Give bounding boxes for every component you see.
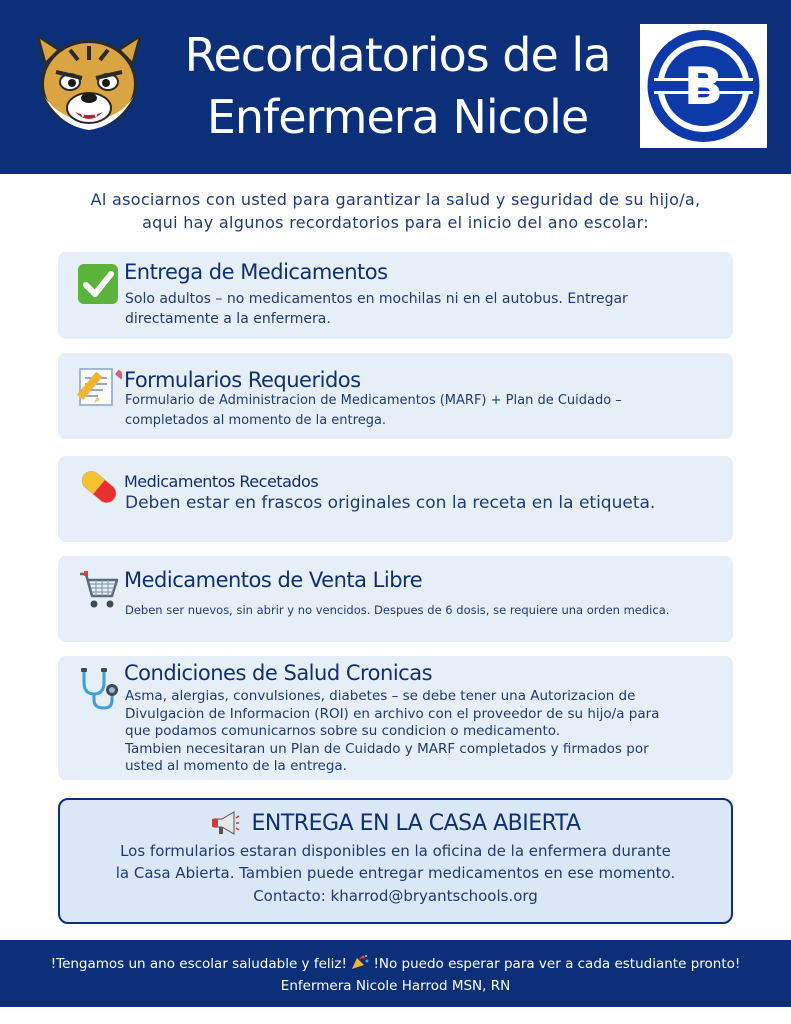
- intro-text: [40, 188, 751, 234]
- shopping-cart-icon: [76, 566, 122, 612]
- bobcat-mascot-logo: [30, 26, 148, 146]
- card-text-line: usted al momento de la entrega.: [125, 758, 347, 774]
- card-text-line: Deben estar en frascos originales con la receta en la etiqueta.: [125, 493, 656, 513]
- card-text-line: completados al momento de la entrega.: [125, 413, 387, 428]
- header-banner: [0, 0, 791, 174]
- card-text-line: Formulario de Administracion de Medicamentos (MARF) + Plan de Cuidado –: [125, 393, 622, 408]
- open-house-heading: [60, 808, 731, 840]
- card-title: Medicamentos de Venta Libre: [124, 568, 423, 592]
- footer-signature: Enfermera Nicole Harrod MSN, RN: [280, 978, 511, 994]
- open-house-title: ENTREGA EN LA CASA ABIERTA: [251, 810, 581, 836]
- bryant-b-logo-icon: [640, 24, 767, 148]
- open-house-box: [58, 798, 733, 924]
- card-text-line: directamente a la enfermera.: [125, 311, 331, 327]
- open-house-text: [70, 840, 721, 884]
- intro-line-2: aqui hay algunos recordatorios para el inicio del ano escolar:: [142, 213, 649, 232]
- title-line-1: Recordatorios de la: [184, 28, 611, 82]
- footer-message-part-2: !No puedo esperar para ver a cada estudiante pronto!: [373, 956, 741, 972]
- megaphone-icon: [210, 808, 240, 838]
- card-text: [125, 289, 725, 329]
- card-title: Condiciones de Salud Cronicas: [124, 661, 433, 685]
- card-text: [125, 688, 725, 776]
- card-chronic-conditions: [58, 656, 733, 780]
- contact-email[interactable]: Contacto: kharrod@bryantschools.org: [253, 887, 538, 905]
- card-required-forms: [58, 353, 733, 439]
- card-text-line: Solo adultos – no medicamentos en mochilas ni en el autobus. Entregar: [125, 291, 628, 307]
- intro-line-1: Al asociarnos con usted para garantizar la salud y seguridad de su hijo/a,: [90, 190, 701, 209]
- card-otc-medications: [58, 556, 733, 642]
- card-text-line: Asma, alergias, convulsiones, diabetes – se debe tener una Autorizacion de: [125, 688, 636, 704]
- logo-letter: B: [683, 57, 724, 117]
- card-medication-delivery: [58, 252, 733, 339]
- title-line-2: Enfermera Nicole: [206, 90, 589, 144]
- stethoscope-icon: [76, 666, 122, 712]
- card-text-line: Tambien necesitaran un Plan de Cuidado y MARF completados y firmados por: [125, 740, 649, 757]
- check-mark-icon: [76, 262, 122, 308]
- page-title: [165, 24, 630, 148]
- party-popper-icon: [351, 954, 369, 970]
- footer-banner: [0, 940, 791, 1007]
- card-text-line: que podamos comunicarnos sobre su condicion o medicamento.: [125, 723, 561, 739]
- card-title: Formularios Requeridos: [124, 368, 361, 392]
- memo-icon: [76, 363, 122, 409]
- open-house-line: Los formularios estaran disponibles en la oficina de la enfermera durante: [120, 842, 671, 860]
- card-text: [125, 491, 725, 515]
- card-title: Entrega de Medicamentos: [124, 260, 388, 284]
- pill-icon: [76, 464, 122, 510]
- card-text-line: Divulgacion de Informacion (ROI) en archivo con el proveedor de su hijo/a para: [125, 705, 660, 722]
- open-house-line: la Casa Abierta. Tambien puede entregar medicamentos en ese momento.: [115, 864, 676, 882]
- card-title: Medicamentos Recetados: [124, 472, 319, 491]
- card-text: [125, 391, 725, 431]
- footer-message-part-1: !Tengamos un ano escolar saludable y feliz!: [50, 956, 347, 972]
- card-prescription-medications: [58, 456, 733, 542]
- school-logo: [640, 24, 767, 148]
- footer-message: [0, 954, 791, 974]
- card-text-line: Deben ser nuevos, sin abrir y no vencidos. Despues de 6 dosis, se requiere una orden medica.: [125, 603, 670, 617]
- card-text: [125, 601, 725, 619]
